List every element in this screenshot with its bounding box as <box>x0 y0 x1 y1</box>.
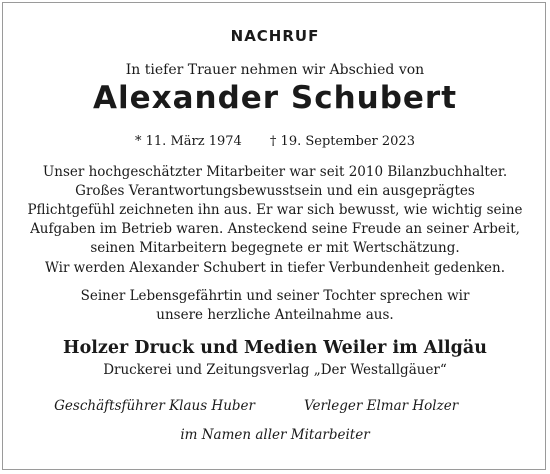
death-date: † 19. September 2023 <box>269 134 415 149</box>
condolence-line-1: Seiner Lebensgefährtin und seiner Tochter sprechen wir <box>80 288 470 304</box>
remembrance-text: Wir werden Alexander Schubert in tiefer Verbundenheit gedenken. <box>44 260 505 276</box>
tribute-paragraph <box>0 163 550 258</box>
tribute-line-2: Großes Verantwortungsbewusstsein und ein ausgeprägtes <box>75 183 475 199</box>
deceased-name: Alexander Schubert <box>92 80 458 116</box>
signer-publisher: Verleger Elmar Holzer <box>304 398 459 414</box>
birth-date: * 11. März 1974 <box>135 134 242 149</box>
notice-heading: NACHRUF <box>230 27 320 45</box>
company-subline: Druckerei und Zeitungsverlag „Der Westallgäuer“ <box>103 362 447 378</box>
tribute-line-5: seinen Mitarbeitern begegnete er mit Wertschätzung. <box>90 240 460 256</box>
closing-text: im Namen aller Mitarbeiter <box>180 427 370 443</box>
company-name: Holzer Druck und Medien Weiler im Allgäu <box>63 338 487 358</box>
intro-text: In tiefer Trauer nehmen wir Abschied von <box>125 62 425 78</box>
life-dates <box>0 134 550 149</box>
tribute-line-4: Aufgaben im Betrieb waren. Ansteckend seine Freude an seiner Arbeit, <box>30 221 520 237</box>
condolence-line-2: unsere herzliche Anteilnahme aus. <box>156 307 394 323</box>
tribute-line-3: Pflichtgefühl zeichneten ihn aus. Er war sich bewusst, wie wichtig seine <box>27 202 523 218</box>
signer-managing-director: Geschäftsführer Klaus Huber <box>54 398 255 414</box>
condolence-paragraph <box>0 287 550 325</box>
tribute-line-1: Unser hochgeschätzter Mitarbeiter war seit 2010 Bilanzbuchhalter. <box>42 164 508 180</box>
